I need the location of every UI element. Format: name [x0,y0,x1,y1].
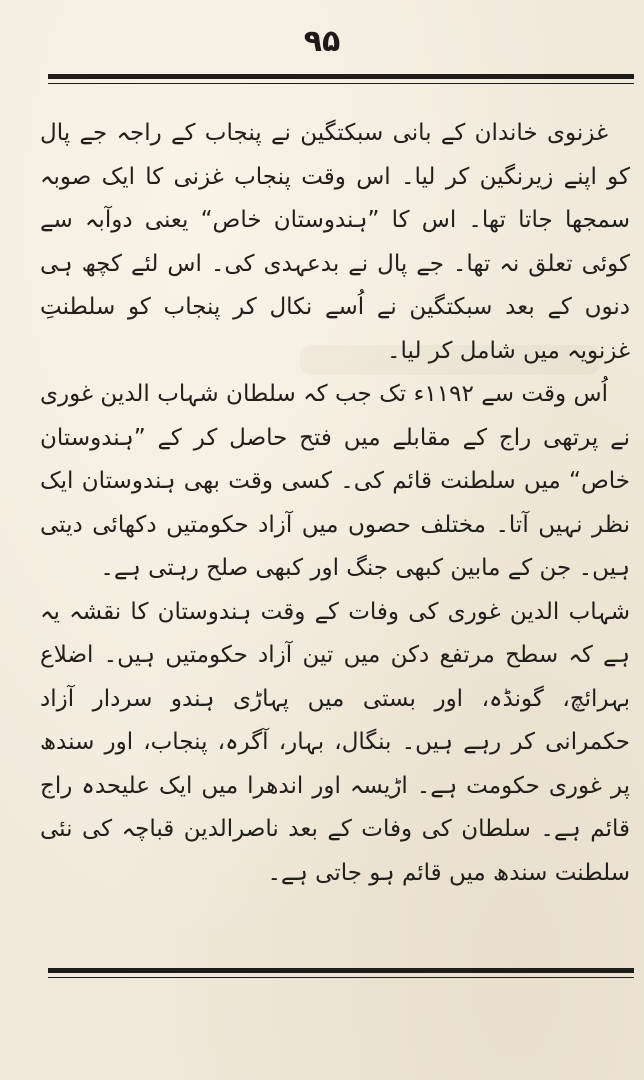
bottom-rule [48,968,634,973]
paragraph-2: اُس وقت سے ۱۱۹۲ء تک جب کہ سلطان شہاب الدین غوری نے پرتھی راج کے مقابلے میں فتح حاصل کر کے ”ہندوستان خاص“ میں سلطنت قائم کی۔ کسی وقت بھی ہندوستان ایک نظر نہیں آتا۔ مختلف حصوں میں آزاد حکومتیں دکھائی دیتی ہیں۔ جن کے مابین کبھی جنگ اور کبھی صلح رہتی ہے۔ [40,381,630,581]
paragraph-3: شہاب الدین غوری کی وفات کے وقت ہندوستان کا نقشہ یہ ہے کہ سطح مرتفع دکن میں تین آزاد حکومتیں ہیں۔ اضلاع بہرائچ، گونڈہ، اور بستی میں پہاڑی ہندو سردار آزاد حکمرانی کر رہے ہیں۔ بنگال، بہار، آگرہ، پنجاب، اور سندھ پر غوری حکومت ہے۔ اڑیسہ اور اندھرا میں ایک علیحدہ راج قائم ہے۔ سلطان کی وفات کے بعد ناصرالدین قباچہ کی نئی سلطنت سندھ میں قائم ہو جاتی ہے۔ [40,598,630,886]
paragraph-1: غزنوی خاندان کے بانی سبکتگین نے پنجاب کے راجہ جے پال کو اپنے زیرنگین کر لیا۔ اس وقت پنجاب غزنی کا ایک صوبہ سمجھا جاتا تھا۔ اس کا ”ہندوستان خاص“ یعنی دوآبہ سے کوئی تعلق نہ تھا۔ جے پال نے بدعہدی کی۔ اس لئے کچھ ہی دنوں کے بعد سبکتگین نے اُسے نکال کر پنجاب کو سلطنتِ غزنویہ میں شامل کر لیا۔ [40,120,630,364]
page-number: ۹۵ [303,24,341,59]
body-text [40,112,630,962]
top-rule [48,74,634,79]
